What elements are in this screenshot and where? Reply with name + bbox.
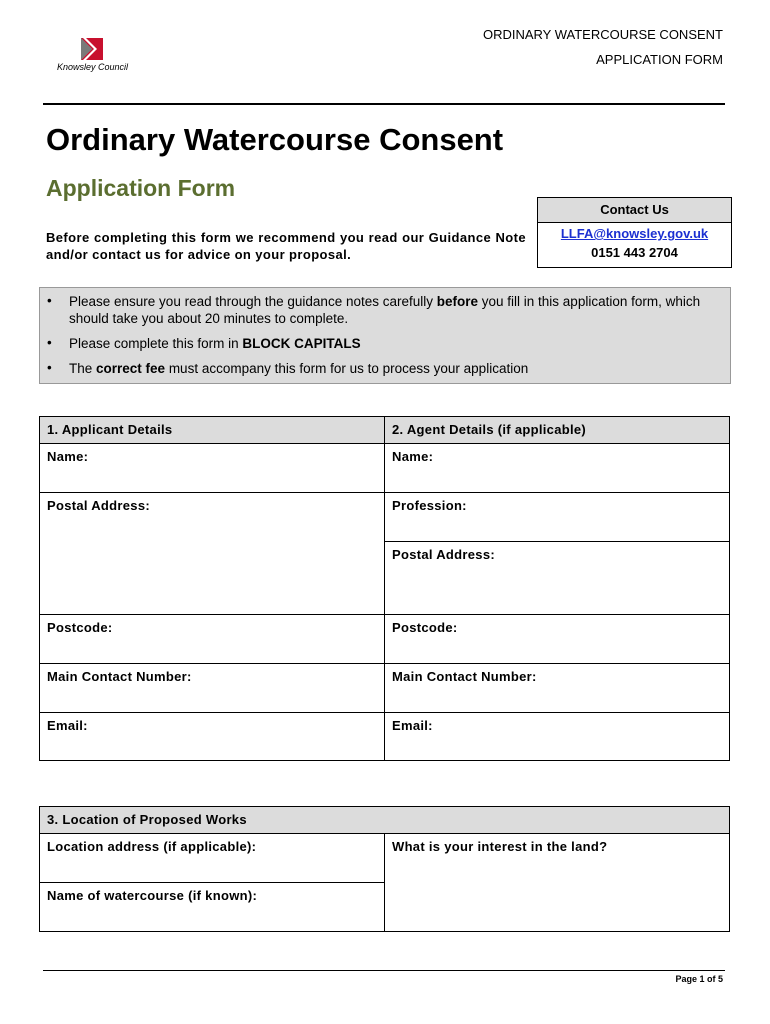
agent-postcode-field[interactable]: Postcode:: [392, 620, 458, 635]
intro-text: Before completing this form we recommend you read our Guidance Note and/or contact us for advice on your proposal.: [46, 230, 526, 262]
header-divider: [43, 103, 725, 105]
logo-text: Knowsley Council: [57, 62, 129, 72]
header-doc-title: ORDINARY WATERCOURSE CONSENT: [482, 27, 723, 42]
applicant-postal-address-field[interactable]: Postal Address:: [47, 498, 150, 513]
bullet-icon: •: [47, 293, 52, 308]
applicant-email-field[interactable]: Email:: [47, 718, 88, 733]
contact-heading: Contact Us: [538, 198, 731, 223]
location-heading: 3. Location of Proposed Works: [40, 807, 729, 833]
page-title: Ordinary Watercourse Consent: [46, 122, 504, 157]
agent-name-field[interactable]: Name:: [392, 449, 434, 464]
details-table: [39, 416, 730, 761]
location-address-field[interactable]: Location address (if applicable):: [47, 839, 257, 854]
applicant-postcode-field[interactable]: Postcode:: [47, 620, 113, 635]
bullet-icon: •: [47, 360, 52, 375]
page-number: Page 1 of 5: [675, 974, 723, 984]
land-interest-field[interactable]: What is your interest in the land?: [392, 839, 608, 854]
page-subtitle: Application Form: [46, 175, 236, 201]
watercourse-name-field[interactable]: Name of watercourse (if known):: [47, 888, 258, 903]
agent-contact-number-field[interactable]: Main Contact Number:: [392, 669, 537, 684]
contact-email-link[interactable]: LLFA@knowsley.gov.uk: [560, 226, 709, 241]
header-doc-subtitle: APPLICATION FORM: [596, 52, 723, 67]
applicant-heading: 1. Applicant Details: [40, 417, 384, 443]
agent-postal-address-field[interactable]: Postal Address:: [392, 547, 495, 562]
guidance-box: • Please ensure you read through the guidance notes carefully before you fill in this application form, which should take you about 20 minutes to complete. • Please complete this form in BLOCK CAPITALS • The correct fee must accompany this form for us to process your application: [39, 287, 731, 384]
agent-email-field[interactable]: Email:: [392, 718, 433, 733]
contact-box: [537, 197, 732, 268]
agent-profession-field[interactable]: Profession:: [392, 498, 467, 513]
bullet-icon: •: [47, 335, 52, 350]
contact-phone: 0151 443 2704: [591, 245, 678, 260]
location-table: [39, 806, 730, 932]
applicant-contact-number-field[interactable]: Main Contact Number:: [47, 669, 192, 684]
applicant-name-field[interactable]: Name:: [47, 449, 89, 464]
footer-divider: [43, 970, 725, 971]
agent-heading: 2. Agent Details (if applicable): [385, 417, 729, 443]
